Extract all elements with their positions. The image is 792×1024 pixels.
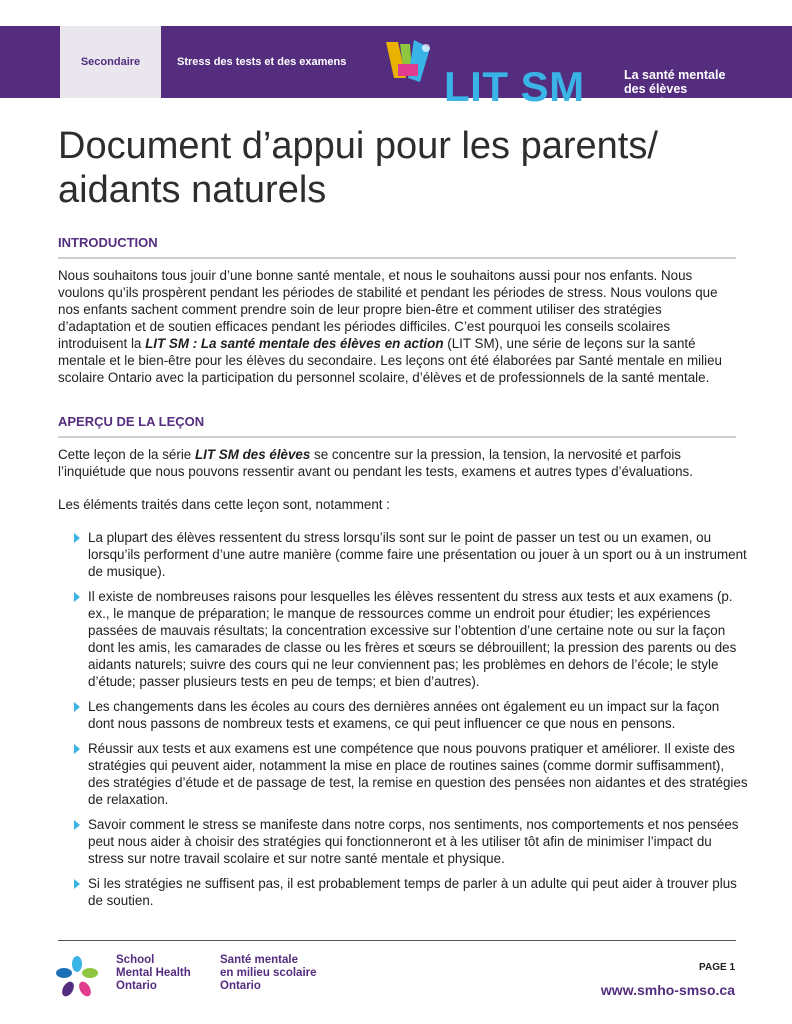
level-tab-label: Secondaire xyxy=(80,56,141,68)
list-item-text: Réussir aux tests et aux examens est une compétence que nous pouvons pratiquer et améliorer. Il existe des stratégies qui peuvent aider, notamment la mise en place de routines saines (comme dormir suffisamment), des stratégies d’étude et de passage de test, la remise en question des pensées non aidantes et des stratégies de relaxation. xyxy=(88,741,748,807)
lit-sm-logo-icon xyxy=(380,38,436,92)
intro-text-a: Nous souhaitons tous jouir d’une bonne santé mentale, et nous le souhaitons aussi pour nos enfants. Nous voulons qu’ils prospèrent pendant les périodes de stabilité et pendant les périodes de stress. Nous voulons que nos enfants sachent comment prendre soin de leur propre bien-être et comment utiliser des stratégies d’adaptation et de soutien efficaces pendant les périodes difficiles. C’est pourquoi les conseils scolaires introduisent la xyxy=(58,268,718,351)
title-line-2: aidants naturels xyxy=(58,169,327,211)
org-name-fr xyxy=(220,954,317,993)
bullet-arrow-icon xyxy=(74,702,80,712)
list-item xyxy=(58,875,748,909)
header-banner xyxy=(0,26,792,110)
title-line-1: Document d’appui pour les parents/ xyxy=(58,125,658,167)
list-item xyxy=(58,529,748,580)
list-item-text: Il existe de nombreuses raisons pour lesquelles les élèves ressentent du stress aux tests et aux examens (p. ex., le manque de préparation; le manque de ressources comme un endroit pour étudier; les expériences passées de mauvais résultats; la concentration excessive sur l’obtention d’une certaine note ou sur la façon dont les amis, les camarades de classe ou les frères et sœurs se débrouillent; la pression des parents ou des aidants naturels; suivre des cours qui ne leur conviennent pas; les problèmes en dehors de l’école; le style d’étude; passer plusieurs tests en peu de temps; et bien d’autres). xyxy=(88,589,737,689)
list-item-text: Savoir comment le stress se manifeste dans notre corps, nos sentiments, nos comportements et nos pensées peut nous aider à choisir des stratégies qui fonctionneront et à les utiliser tôt afin de minimiser l’impact du stress sur notre travail scolaire et sur notre santé mentale et physique. xyxy=(88,817,739,866)
lesson-points-list xyxy=(58,529,748,917)
org-name-en xyxy=(116,954,191,993)
list-item xyxy=(58,698,748,732)
brand-name: LIT SM xyxy=(444,63,585,110)
intro-heading: INTRODUCTION xyxy=(58,235,736,259)
page-number-value: 1 xyxy=(729,962,735,973)
org-en-line: School xyxy=(116,954,155,966)
list-item xyxy=(58,816,748,867)
list-item-text: La plupart des élèves ressentent du stress lorsqu’ils sont sur le point de passer un test ou un examen, ou lorsqu’ils performent d’une autre manière (comme faire une présentation ou jouer à un sport ou à un instrument de musique). xyxy=(88,530,747,579)
org-fr-line: en milieu scolaire xyxy=(220,967,317,979)
bullet-arrow-icon xyxy=(74,879,80,889)
list-item-text: Les changements dans les écoles au cours des dernières années ont également eu un impact sur la façon dont nous passons de nombreux tests et examens, ce qui peut influencer ce que nous en pensons. xyxy=(88,699,720,731)
topic-tab xyxy=(177,26,346,98)
overview-text-b: se concentre sur la pression, la tension, la nervosité et parfois l’inquiétude que nous pouvons ressentir avant ou pendant les tests, examens et autres types d’évaluations. xyxy=(58,447,693,479)
list-item-text: Si les stratégies ne suffisent pas, il est probablement temps de parler à un adulte qui peut aider à trouver plus de soutien. xyxy=(88,876,737,908)
tagline-line: La santé mentale xyxy=(624,68,726,82)
document-title xyxy=(58,124,758,212)
list-item xyxy=(58,740,748,808)
page-number xyxy=(699,962,735,973)
org-en-line: Mental Health xyxy=(116,967,191,979)
topic-tab-label: Stress des tests et des examens xyxy=(177,56,347,68)
org-fr-line: Ontario xyxy=(220,980,261,992)
overview-heading: APERÇU DE LA LEÇON xyxy=(58,414,736,438)
bullet-arrow-icon xyxy=(74,744,80,754)
tagline-line: en action xyxy=(624,96,679,110)
page-label: PAGE xyxy=(699,962,727,973)
org-en-line: Ontario xyxy=(116,980,157,992)
org-fr-line: Santé mentale xyxy=(220,954,298,966)
overview-lead: Les éléments traités dans cette leçon sont, notamment : xyxy=(58,497,390,512)
overview-emphasis: LIT SM des élèves xyxy=(194,447,311,462)
bullet-arrow-icon xyxy=(74,533,80,543)
intro-paragraph xyxy=(58,267,738,386)
list-item xyxy=(58,588,748,690)
website-link[interactable]: www.smho-smso.ca xyxy=(600,982,735,998)
overview-paragraph xyxy=(58,446,738,480)
brand-tagline xyxy=(624,68,754,110)
footer-divider xyxy=(58,940,736,941)
tagline-line: des élèves xyxy=(624,82,688,96)
bullet-arrow-icon xyxy=(74,592,80,602)
overview-text-a: Cette leçon de la série xyxy=(58,447,195,462)
intro-text-b: (LIT SM), une série de leçons sur la santé mentale et le bien-être pour les élèves du secondaire. Les leçons ont été élaborées par Santé mentale en milieu scolaire Ontario avec la participation du personnel scolaire, d’élèves et de professionnels de la santé mentale. xyxy=(58,336,722,385)
bullet-arrow-icon xyxy=(74,820,80,830)
level-tab xyxy=(60,26,161,98)
smho-flower-logo-icon xyxy=(56,956,98,998)
intro-emphasis: LIT SM : La santé mentale des élèves en action xyxy=(145,336,444,351)
